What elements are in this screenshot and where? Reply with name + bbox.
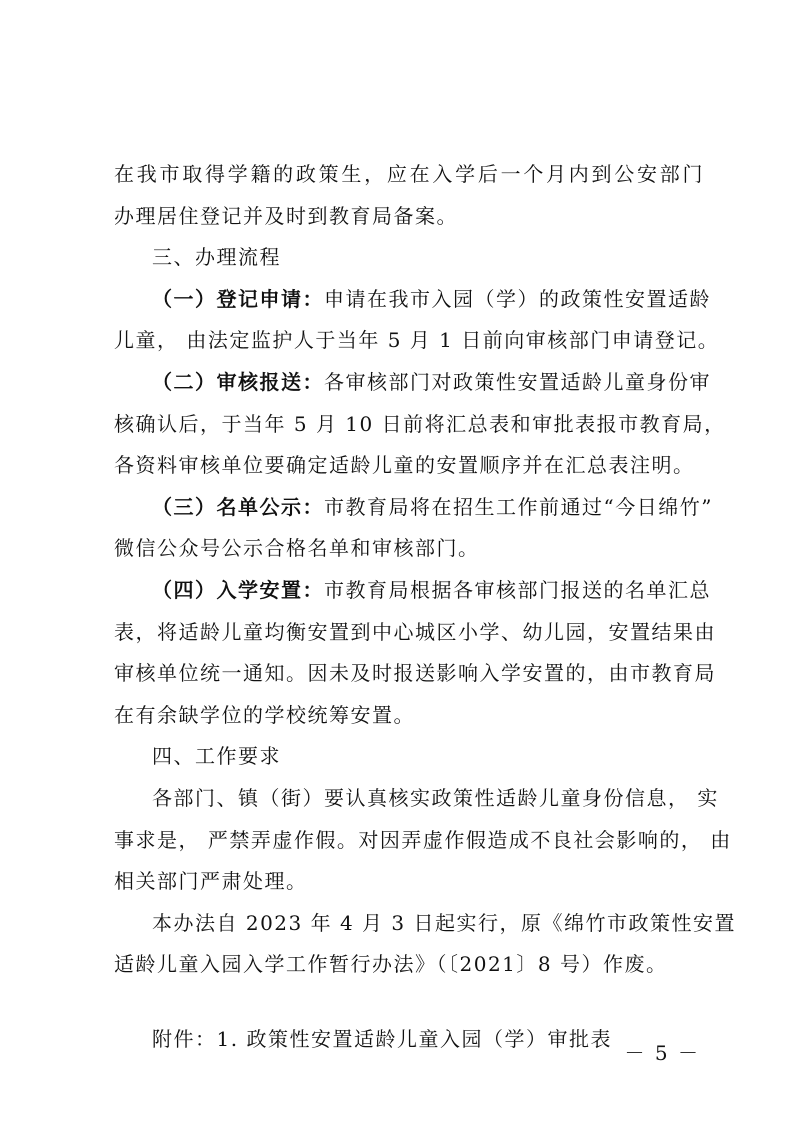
list-item-line: 各资料审核单位要确定适龄儿童的安置顺序并在汇总表注明。 (114, 453, 695, 477)
list-item-line (152, 489, 713, 525)
section-heading: 三、办理流程 (152, 245, 281, 269)
list-item-line: 核确认后，于当年 5 月 10 日前将汇总表和审批表报市教育局， (114, 412, 726, 436)
page-number: － 5 － (624, 1041, 700, 1065)
paragraph-line: 办理居住登记并及时到教育局备案。 (114, 204, 458, 228)
section-heading: 四、工作要求 (152, 744, 281, 768)
paragraph-line: 事求是， 严禁弄虚作假。对因弄虚作假造成不良社会影响的， 由 (114, 828, 732, 852)
item-text: 市教育局将在招生工作前通过“今日绵竹” (324, 495, 713, 519)
item-label: （四）入学安置： (152, 578, 324, 602)
item-text: 申请在我市入园（学）的政策性安置适龄 (324, 287, 711, 311)
list-item-line: 儿童， 由法定监护人于当年 5 月 1 日前向审核部门申请登记。 (114, 328, 720, 352)
item-label: （二）审核报送： (152, 370, 324, 394)
paragraph-line: 各部门、镇（街）要认真核实政策性适龄儿童身份信息， 实 (152, 786, 719, 810)
paragraph-line: 相关部门严肃处理。 (114, 869, 308, 893)
list-item-line: 在有余缺学位的学校统筹安置。 (114, 703, 415, 727)
item-label: （一）登记申请： (152, 287, 324, 311)
list-item-line (152, 572, 711, 608)
paragraph-line: 本办法自 2023 年 4 月 3 日起实行，原《绵竹市政策性安置 (152, 911, 736, 935)
list-item-line (152, 364, 711, 400)
item-text: 各审核部门对政策性安置适龄儿童身份审 (324, 370, 711, 394)
list-item-line: 审核单位统一通知。因未及时报送影响入学安置的，由市教育局 (114, 661, 716, 685)
paragraph-line: 在我市取得学籍的政策生，应在入学后一个月内到公安部门 (114, 162, 704, 186)
item-text: 市教育局根据各审核部门报送的名单汇总 (324, 578, 711, 602)
paragraph-line: 适龄儿童入园入学工作暂行办法》（〔2021〕8 号）作废。 (114, 952, 668, 976)
list-item-line: 表，将适龄儿童均衡安置到中心城区小学、幼儿园，安置结果由 (114, 620, 716, 644)
list-item-line (152, 281, 711, 317)
list-item-line: 微信公众号公示合格名单和审核部门。 (114, 536, 480, 560)
attachment-line: 附件：1. 政策性安置适龄儿童入园（学）审批表 (152, 1027, 612, 1051)
item-label: （三）名单公示： (152, 495, 324, 519)
